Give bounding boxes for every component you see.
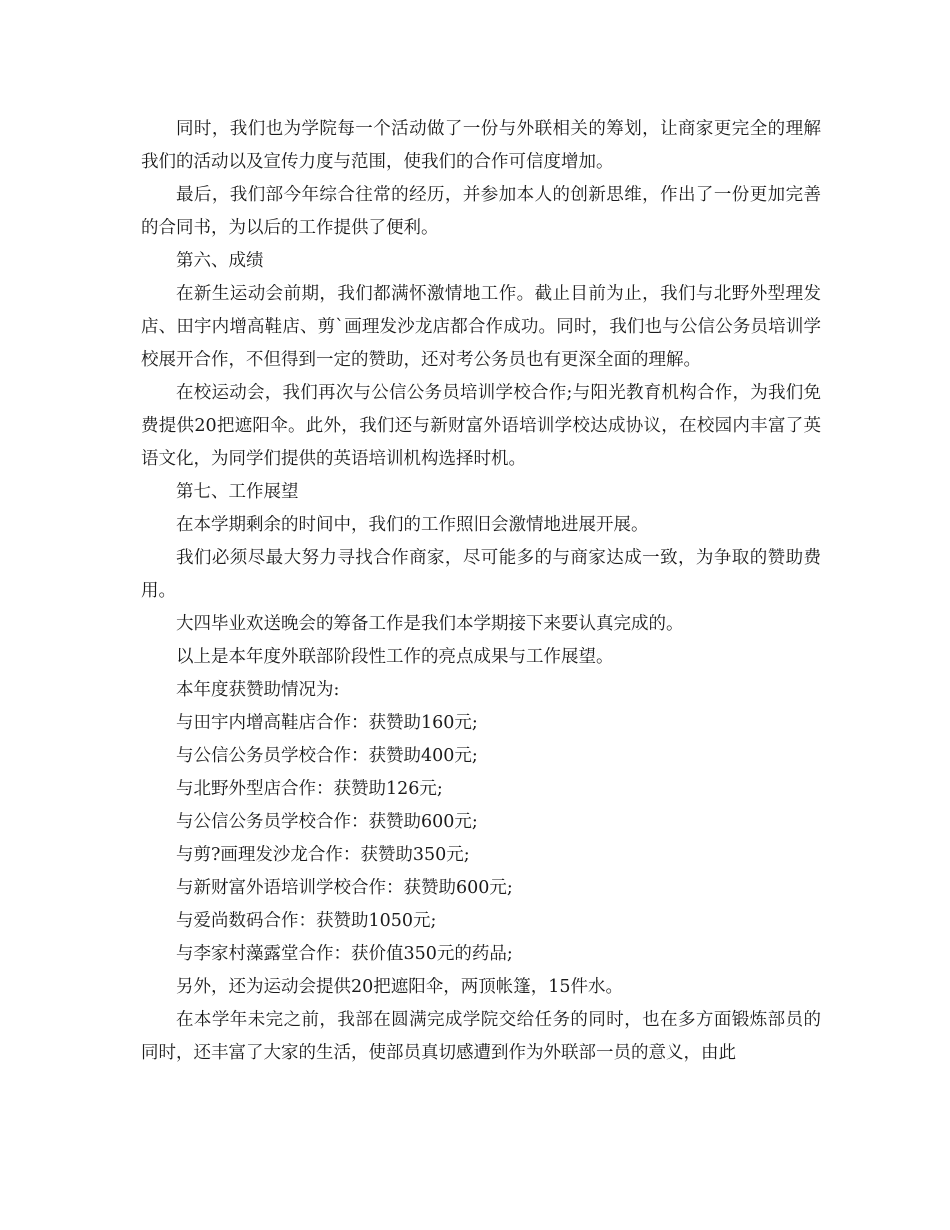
paragraph-conclusion: 在本学年未完之前，我部在圆满完成学院交给任务的同时，也在多方面锻炼部员的同时，还丰富了大家的生活，使部员真切感遭到作为外联部一员的意义，由此	[141, 1010, 821, 1063]
sponsorship-item: 与公信公务员学校合作：获赞助400元;	[176, 746, 478, 766]
document-body	[141, 113, 821, 1070]
paragraph-freshman-games: 在新生运动会前期，我们都满怀激情地工作。截止目前为止，我们与北野外型理发店、田宇内增高鞋店、剪`画理发沙龙店都合作成功。同时，我们也与公信公务员培训学校展开合作，不但得到一定的赞助，还对考公务员也有更深全面的理解。	[141, 284, 821, 370]
paragraph-planning: 同时，我们也为学院每一个活动做了一份与外联相关的筹划，让商家更完全的理解我们的活动以及宣传力度与范围，使我们的合作可信度增加。	[141, 119, 821, 172]
sponsorship-heading: 本年度获赞助情况为:	[176, 680, 340, 700]
sponsorship-item: 与田宇内增高鞋店合作：获赞助160元;	[176, 713, 478, 733]
paragraph-summary: 以上是本年度外联部阶段性工作的亮点成果与工作展望。	[176, 647, 614, 667]
sponsorship-item: 与北野外型店合作：获赞助126元;	[176, 779, 443, 799]
paragraph-remaining-term: 在本学期剩余的时间中，我们的工作照旧会激情地进展开展。	[176, 515, 649, 535]
sponsorship-item: 与新财富外语培训学校合作：获赞助600元;	[176, 878, 513, 898]
sponsorship-item: 与爱尚数码合作：获赞助1050元;	[176, 911, 437, 931]
paragraph-contract: 最后，我们部今年综合往常的经历，并参加本人的创新思维，作出了一份更加完善的合同书，为以后的工作提供了便利。	[141, 185, 821, 238]
paragraph-farewell-party: 大四毕业欢送晚会的筹备工作是我们本学期接下来要认真完成的。	[176, 614, 684, 634]
paragraph-extra-support: 另外，还为运动会提供20把遮阳伞，两顶帐篷，15件水。	[176, 977, 624, 997]
paragraph-school-games: 在校运动会，我们再次与公信公务员培训学校合作;与阳光教育机构合作，为我们免费提供20把遮阳伞。此外，我们还与新财富外语培训学校达成协议，在校园内丰富了英语文化，为同学们提供的英语培训机构选择时机。	[141, 383, 821, 469]
section-heading-results: 第六、成绩	[176, 251, 264, 271]
section-heading-outlook: 第七、工作展望	[176, 482, 299, 502]
sponsorship-item: 与剪?画理发沙龙合作：获赞助350元;	[176, 845, 470, 865]
paragraph-find-partners: 我们必须尽最大努力寻找合作商家，尽可能多的与商家达成一致，为争取的赞助费用。	[141, 548, 821, 601]
sponsorship-item: 与公信公务员学校合作：获赞助600元;	[176, 812, 478, 832]
sponsorship-item: 与李家村藻露堂合作：获价值350元的药品;	[176, 944, 513, 964]
